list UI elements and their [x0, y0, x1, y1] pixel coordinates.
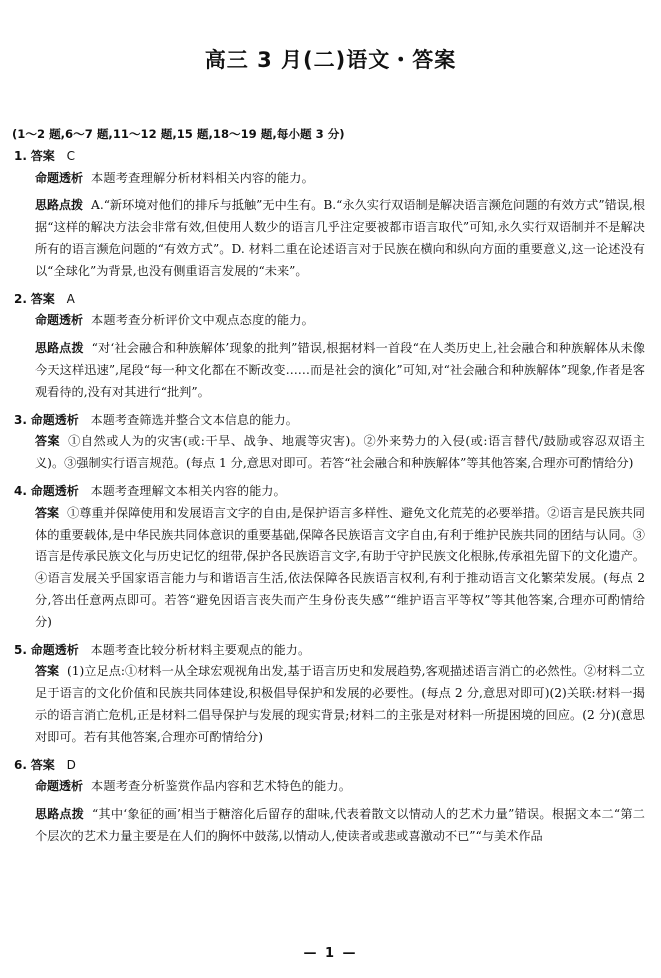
question-number: 1.: [14, 148, 27, 163]
question-label: 命题透析: [30, 483, 79, 498]
question-answer: D: [66, 757, 76, 772]
question-1: [14, 146, 645, 283]
item-label: 答案: [35, 664, 60, 679]
question-3: [14, 410, 645, 475]
question-answer: 本题考查理解文本相关内容的能力。: [90, 483, 286, 498]
item-label: 思路点拨: [35, 198, 84, 213]
question-header: [14, 289, 645, 311]
question-header: [14, 146, 645, 168]
question-label: 答案: [30, 757, 55, 772]
question-number: 6.: [14, 757, 27, 772]
page-title: 高三 3 月(二)语文・答案: [204, 48, 457, 72]
item-text: 本题考查分析评价文中观点态度的能力。: [91, 313, 314, 328]
question-header: [14, 640, 645, 662]
question-item: [14, 661, 645, 748]
question-header: [14, 755, 645, 777]
question-answer: C: [66, 148, 75, 163]
question-item: [14, 338, 645, 403]
question-item: [14, 431, 645, 475]
item-text: ①自然或人为的灾害(或:干旱、战争、地震等灾害)。②外来势力的入侵(或:语言替代/鼓励或容忍双语主义)。③强制实行语言规范。(每点 1 分,意思对即可。若答“社会融合和种族解体”等其他答案,合理亦可酌情给分): [35, 434, 645, 471]
question-item: [14, 310, 645, 332]
question-number: 2.: [14, 291, 27, 306]
item-text: 本题考查分析鉴赏作品内容和艺术特色的能力。: [91, 779, 352, 794]
question-5: [14, 640, 645, 749]
item-label: 思路点拨: [35, 807, 84, 822]
question-header: [14, 481, 645, 503]
question-number: 3.: [14, 412, 27, 427]
page-number: — 1 —: [303, 946, 358, 961]
item-text: “对‘社会融合和种族解体’现象的批判”错误,根据材料一首段“在人类历史上,社会融合和种族解体从未像今天这样迅速”,尾段“每一种文化都在不断改变……而是社会的演化”可知,对“社会融合和种族解体”现象,作者是客观看待的,没有对其进行“批判”。: [35, 341, 645, 399]
item-label: 思路点拨: [35, 341, 84, 356]
item-text: “其中‘象征的画’相当于糖溶化后留存的甜味,代表着散文以情动人的艺术力量”错误。根据文本二“第二个层次的艺术力量主要是在人们的胸怀中鼓荡,以情动人,使读者或悲或喜激动不已”“与美术作品: [35, 807, 645, 843]
question-item: [14, 776, 645, 798]
question-item: [14, 168, 645, 190]
question-item: [14, 804, 645, 848]
question-answer: 本题考查比较分析材料主要观点的能力。: [90, 642, 311, 657]
question-answer: 本题考查筛选并整合文本信息的能力。: [90, 412, 298, 427]
question-label: 命题透析: [30, 642, 79, 657]
question-number: 5.: [14, 642, 27, 657]
item-label: 命题透析: [35, 313, 84, 328]
question-4: [14, 481, 645, 634]
answer-content: [14, 124, 645, 854]
item-text: A.“新环境对他们的排斥与抵触”无中生有。B.“永久实行双语制是解决语言濒危问题的有效方式”错误,根据“这样的解决方法会非常有效,但使用人数少的语言几乎注定要被都市语言取代”可知,永久实行双语制并不是解决所有的语言濒危问题的“有效方式”。D. 材料二重在论述语言对于民族在横向和纵向方面的重要意义,这一论述没有以“全球化”为背景,也没有侧重语言发展的“未来”。: [35, 198, 646, 278]
question-header: [14, 410, 645, 432]
question-6: [14, 755, 645, 848]
item-text: ①尊重并保障使用和发展语言文字的自由,是保护语言多样性、避免文化荒芜的必要举措。②语言是民族共同体的重要载体,是中华民族共同体意识的重要基础,保障各民族语言文字自由,有利于维护民族共同的团结与认同。③语言是传承民族文化与历史记忆的纽带,保护各民族语言文字,有助于守护民族文化根脉,传承祖先留下的文化遗产。④语言发展关乎国家语言能力与和谐语言生活,依法保障各民族语言权利,有利于推动语言文化繁荣发展。(每点 2 分,答出任意两点即可。若答“避免因语言丧失而产生身份丧失感”“维护语言平等权”等其他答案,合理亦可酌情给分): [35, 505, 645, 629]
question-answer: A: [66, 291, 75, 306]
question-item: [14, 503, 645, 634]
question-label: 命题透析: [30, 412, 79, 427]
question-label: 答案: [30, 291, 55, 306]
item-text: (1)立足点:①材料一从全球宏观视角出发,基于语言历史和发展趋势,客观描述语言消亡的必然性。②材料二立足于语言的文化价值和民族共同体建设,积极倡导保护和发展的必要性。(每点 2 分,意思对即可)(2)关联:材料一揭示的语言消亡危机,正是材料二倡导保护与发展的现实背景;材料二的主张是对材料一所提困境的回应。(2 分)(意思对即可。若有其他答案,合理亦可酌情给分): [35, 664, 645, 744]
question-label: 答案: [30, 148, 55, 163]
question-2: [14, 289, 645, 404]
item-label: 答案: [35, 505, 60, 520]
item-label: 命题透析: [35, 170, 84, 185]
question-item: [14, 195, 645, 282]
question-number: 4.: [14, 483, 27, 498]
item-label: 答案: [35, 434, 61, 449]
item-label: 命题透析: [35, 779, 84, 794]
scoring-note: (1～2 题,6～7 题,11～12 题,15 题,18～19 题,每小题 3 分): [12, 127, 345, 141]
item-text: 本题考查理解分析材料相关内容的能力。: [91, 170, 314, 185]
